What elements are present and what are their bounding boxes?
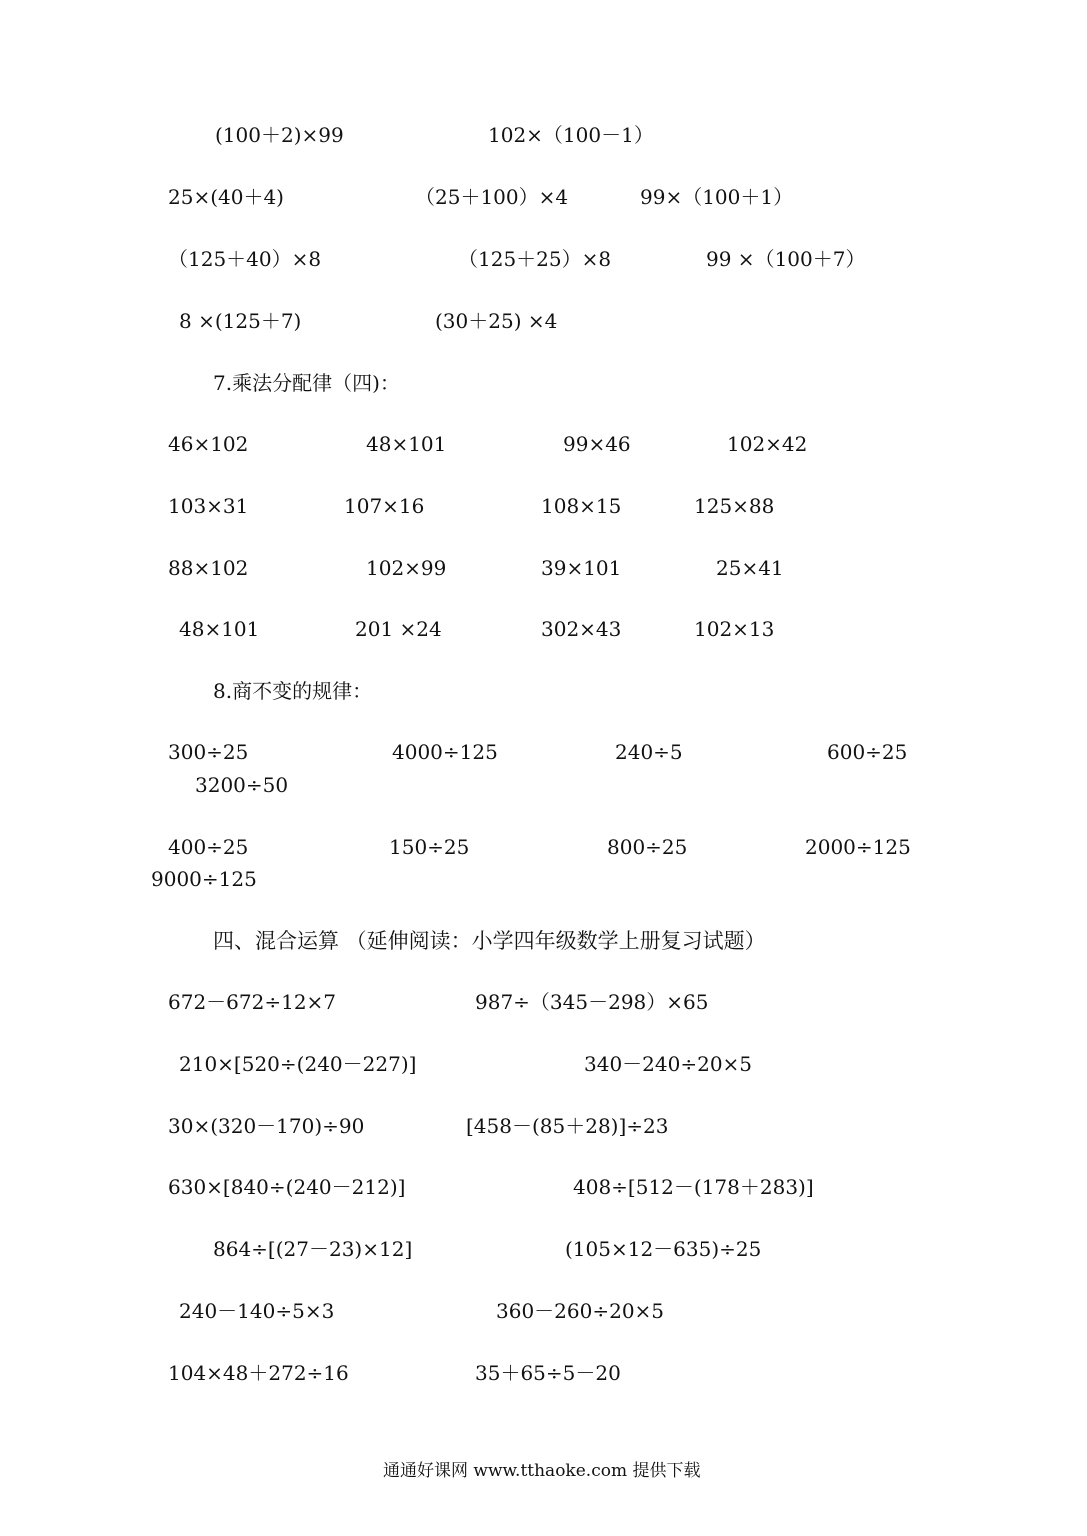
expression: 360－260÷20×5 (496, 1299, 665, 1323)
expression: 30×(320－170)÷90 (168, 1114, 365, 1138)
expression: 210×[520÷(240－227)] (179, 1052, 417, 1076)
expression: 800÷25 (607, 835, 688, 859)
page-footer: 通通好课网 www.tthaoke.com 提供下载 (383, 1461, 701, 1481)
expression: 103×31 (168, 494, 249, 518)
section-heading: 7.乘法分配律（四)： (213, 371, 400, 395)
expression: 150÷25 (389, 835, 470, 859)
expression: 4000÷125 (392, 740, 498, 764)
expression: 340－240÷20×5 (584, 1052, 753, 1076)
expression: 35＋65÷5－20 (475, 1361, 621, 1385)
expression: 302×43 (541, 617, 622, 641)
expression: 9000÷125 (151, 867, 257, 891)
expression: 240÷5 (615, 740, 683, 764)
expression: 408÷[512－(178＋283)] (573, 1175, 814, 1199)
expression: 102×（100－1） (488, 123, 654, 147)
expression: （125＋25）×8 (458, 247, 612, 271)
expression: 2000÷125 (805, 835, 911, 859)
expression: 3200÷50 (195, 773, 289, 797)
expression: [458－(85＋28)]÷23 (466, 1114, 669, 1138)
expression: 108×15 (541, 494, 622, 518)
section-heading: 8.商不变的规律： (213, 679, 373, 703)
section-heading: 四、混合运算 （延伸阅读：小学四年级数学上册复习试题） (213, 929, 766, 953)
expression: 99 ×（100＋7） (706, 247, 866, 271)
expression: 201 ×24 (355, 617, 442, 641)
expression: 39×101 (541, 556, 622, 580)
expression: 99×（100＋1） (640, 185, 794, 209)
expression: 987÷（345－298）×65 (475, 990, 709, 1014)
expression: 300÷25 (168, 740, 249, 764)
expression: 600÷25 (827, 740, 908, 764)
expression: (100＋2)×99 (215, 123, 344, 147)
expression: （125＋40）×8 (168, 247, 322, 271)
expression: （25＋100）×4 (415, 185, 569, 209)
expression: 400÷25 (168, 835, 249, 859)
expression: 48×101 (179, 617, 260, 641)
expression: 102×42 (727, 432, 808, 456)
expression: 25×(40＋4) (168, 185, 284, 209)
expression: 46×102 (168, 432, 249, 456)
expression: 48×101 (366, 432, 447, 456)
expression: 99×46 (563, 432, 631, 456)
expression: 88×102 (168, 556, 249, 580)
expression: 8 ×(125＋7) (179, 309, 302, 333)
expression: (30＋25) ×4 (435, 309, 558, 333)
expression: 25×41 (716, 556, 784, 580)
expression: 104×48＋272÷16 (168, 1361, 349, 1385)
expression: 102×13 (694, 617, 775, 641)
expression: 630×[840÷(240－212)] (168, 1175, 406, 1199)
expression: 672－672÷12×7 (168, 990, 337, 1014)
expression: 102×99 (366, 556, 447, 580)
expression: 125×88 (694, 494, 775, 518)
expression: (105×12－635)÷25 (565, 1237, 762, 1261)
expression: 864÷[(27－23)×12] (213, 1237, 413, 1261)
expression: 240－140÷5×3 (179, 1299, 335, 1323)
expression: 107×16 (344, 494, 425, 518)
